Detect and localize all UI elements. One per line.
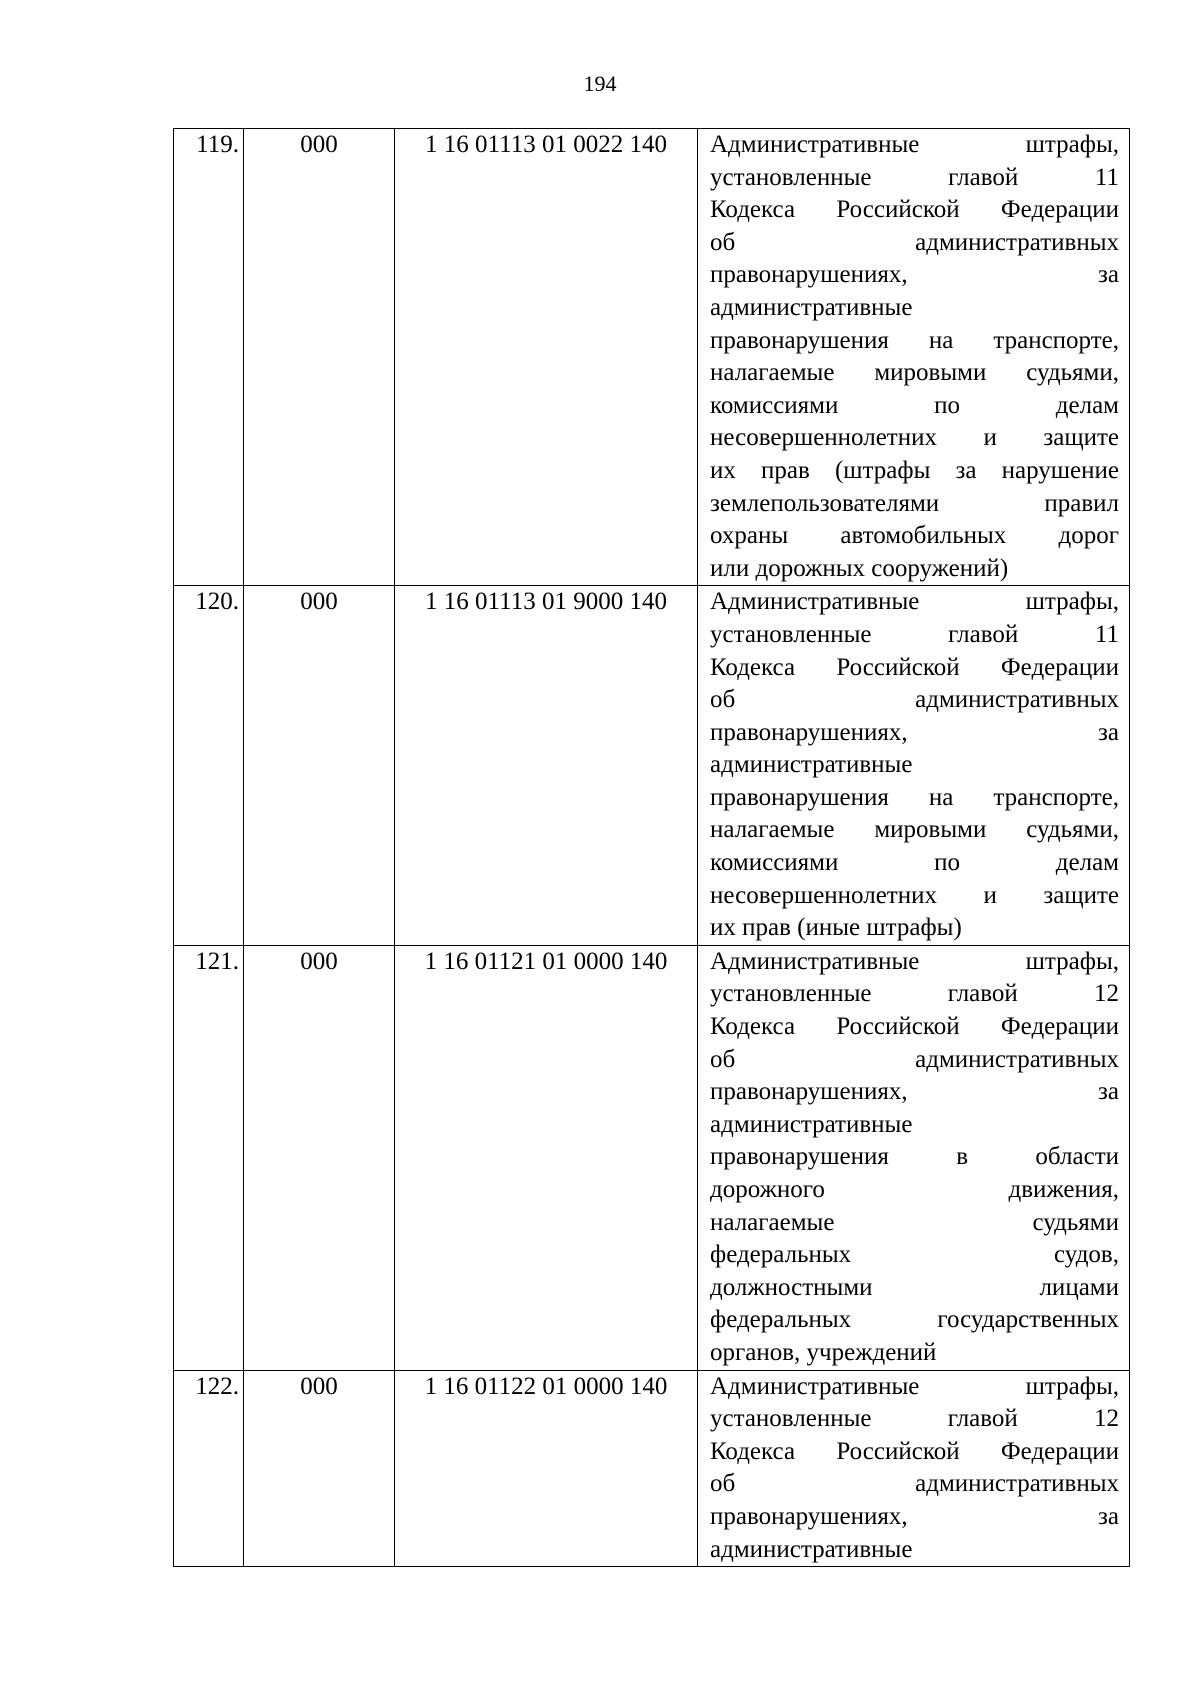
description-line: административные xyxy=(710,751,913,779)
description-line: установленные главой 12 xyxy=(710,1405,1119,1433)
description-line: органов, учреждений xyxy=(710,1338,937,1366)
budget-classification-code: 1 16 01113 01 0022 140 xyxy=(395,129,698,586)
description-line: Кодекса Российской Федерации xyxy=(710,196,1119,224)
description-line: установленные главой 11 xyxy=(710,620,1119,648)
description-line: должностными лицами xyxy=(710,1273,1119,1301)
description-line: Кодекса Российской Федерации xyxy=(710,1437,1119,1465)
description-line: об административных xyxy=(710,228,1119,256)
row-number: 120. xyxy=(174,586,244,946)
description-line: или дорожных сооружений) xyxy=(710,554,1009,582)
description-line: правонарушения в области xyxy=(710,1143,1119,1171)
description-line: землепользователями правил xyxy=(710,489,1119,517)
description-line: правонарушения на транспорте, xyxy=(710,326,1119,354)
description-line: административные xyxy=(710,1535,913,1563)
revenue-description xyxy=(698,1370,1130,1567)
description-line: охраны автомобильных дорог xyxy=(710,522,1119,550)
description-line: Кодекса Российской Федерации xyxy=(710,653,1119,681)
description-line: правонарушениях, за xyxy=(710,1078,1119,1106)
description-line: Административные штрафы, xyxy=(710,947,1119,975)
budget-classification-code: 1 16 01113 01 9000 140 xyxy=(395,586,698,946)
budget-classification-code: 1 16 01122 01 0000 140 xyxy=(395,1370,698,1567)
description-line: правонарушениях, за xyxy=(710,718,1119,746)
table-body xyxy=(174,129,1130,1567)
description-line: об административных xyxy=(710,1470,1119,1498)
revenue-description xyxy=(698,129,1130,586)
description-line: налагаемые судьями xyxy=(710,1208,1119,1236)
table-row xyxy=(174,586,1130,946)
revenue-description xyxy=(698,586,1130,946)
description-line: административные xyxy=(710,293,913,321)
description-line: их прав (иные штрафы) xyxy=(710,914,962,942)
page-number: 194 xyxy=(583,71,617,96)
description-line: правонарушениях, за xyxy=(710,1502,1119,1530)
description-line: несовершеннолетних и защите xyxy=(710,424,1119,452)
budget-classification-code: 1 16 01121 01 0000 140 xyxy=(395,945,698,1370)
description-line: Административные штрафы, xyxy=(710,131,1119,158)
description-line: налагаемые мировыми судьями, xyxy=(710,816,1119,844)
description-line: несовершеннолетних и защите xyxy=(710,881,1119,909)
table-row xyxy=(174,129,1130,586)
description-line: дорожного движения, xyxy=(710,1176,1119,1203)
description-line: Административные штрафы, xyxy=(710,588,1119,616)
description-line: установленные главой 12 xyxy=(710,980,1119,1008)
description-line: комиссиями по делам xyxy=(710,849,1119,877)
table-row xyxy=(174,1370,1130,1567)
admin-code: 000 xyxy=(244,586,395,946)
revenue-codes-table xyxy=(173,128,1130,1567)
description-line: Кодекса Российской Федерации xyxy=(710,1013,1119,1041)
description-line: федеральных государственных xyxy=(710,1306,1119,1334)
table-row xyxy=(174,945,1130,1370)
row-number: 122. xyxy=(174,1370,244,1567)
admin-code: 000 xyxy=(244,129,395,586)
row-number: 121. xyxy=(174,945,244,1370)
description-line: комиссиями по делам xyxy=(710,391,1119,419)
description-line: федеральных судов, xyxy=(710,1241,1119,1269)
row-number: 119. xyxy=(174,129,244,586)
description-line: правонарушения на транспорте, xyxy=(710,783,1119,811)
admin-code: 000 xyxy=(244,945,395,1370)
description-line: об административных xyxy=(710,1045,1119,1073)
description-line: административные xyxy=(710,1110,913,1138)
description-line: налагаемые мировыми судьями, xyxy=(710,359,1119,387)
description-line: их прав (штрафы за нарушение xyxy=(710,456,1119,484)
description-line: правонарушениях, за xyxy=(710,261,1119,289)
revenue-description xyxy=(698,945,1130,1370)
description-line: об административных xyxy=(710,686,1119,714)
description-line: Административные штрафы, xyxy=(710,1372,1119,1400)
admin-code: 000 xyxy=(244,1370,395,1567)
description-line: установленные главой 11 xyxy=(710,163,1119,191)
